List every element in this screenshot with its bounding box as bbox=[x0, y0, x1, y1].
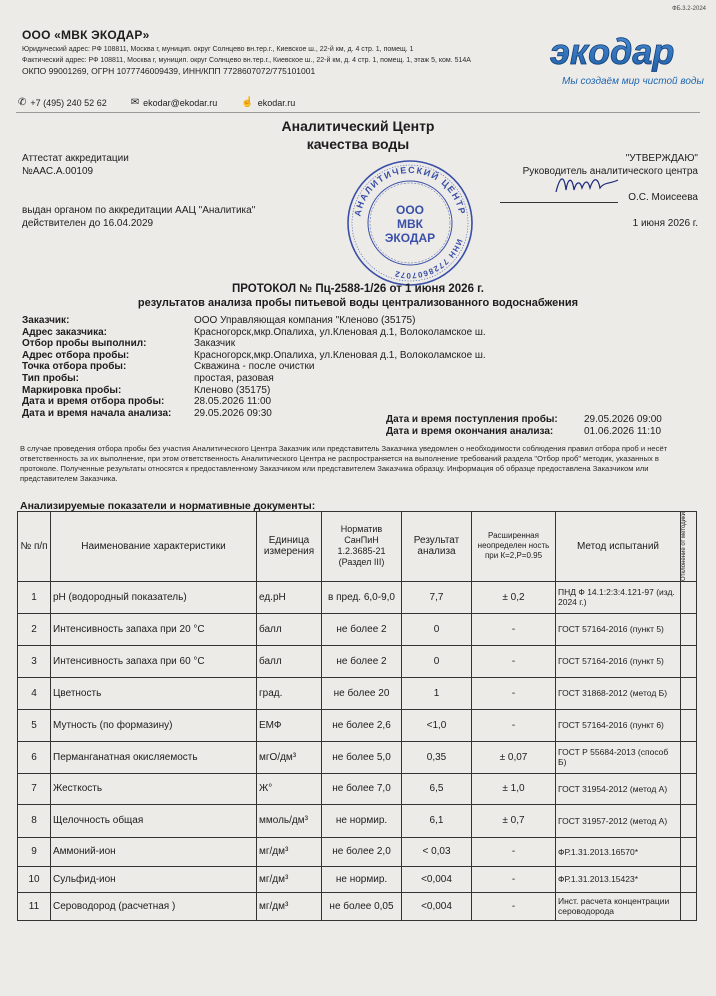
cell-num: 7 bbox=[18, 773, 51, 804]
cell-uncertainty: - bbox=[472, 892, 556, 920]
document-code: ФБ.3.2-2024 bbox=[672, 6, 706, 12]
table-row bbox=[18, 645, 697, 677]
results-table bbox=[17, 511, 697, 921]
info-value: ООО Управляющая компания "Кленово (35175) bbox=[194, 315, 416, 326]
ekodar-logo bbox=[546, 30, 706, 92]
cell-uncertainty: ± 1,0 bbox=[472, 773, 556, 804]
col-name: Наименование характеристики bbox=[51, 512, 257, 582]
cell-num: 3 bbox=[18, 645, 51, 677]
info-row bbox=[20, 338, 488, 350]
cell-name: Интенсивность запаха при 20 °С bbox=[51, 613, 257, 645]
legal-address: Юридический адрес: РФ 108811, Москва г, муницип. округ Солнцево вн.тер.г., Киевское ш., 22-й км, д. 4 стр. 1, помещ. 1 bbox=[22, 46, 414, 53]
cell-method: ГОСТ 57164-2016 (пункт 5) bbox=[556, 645, 681, 677]
logo-mark bbox=[546, 30, 706, 92]
company-name: ООО «МВК ЭКОДАР» bbox=[22, 28, 150, 42]
approval-date: 1 июня 2026 г. bbox=[632, 218, 698, 229]
cell-method: ГОСТ 31868-2012 (метод Б) bbox=[556, 677, 681, 709]
sample-info-table bbox=[20, 315, 488, 419]
info-row bbox=[20, 396, 488, 408]
cell-norm: не нормир. bbox=[322, 866, 402, 892]
cell-unit: ед.pH bbox=[257, 581, 322, 613]
cell-unit: мгО/дм³ bbox=[257, 741, 322, 773]
col-uncertainty: Расширенная неопределен ность при К=2,Р=0.95 bbox=[472, 512, 556, 582]
cell-result: 0 bbox=[402, 613, 472, 645]
website-contact bbox=[241, 97, 295, 108]
cell-num: 9 bbox=[18, 837, 51, 866]
info-label: Адрес отбора пробы: bbox=[22, 349, 130, 361]
info-value: 28.05.2026 11:00 bbox=[194, 396, 272, 408]
cell-norm: в пред. 6,0-9,0 bbox=[322, 581, 402, 613]
email-icon: ✉ bbox=[130, 97, 140, 108]
results-header-row bbox=[18, 512, 697, 582]
cell-result: <0,004 bbox=[402, 866, 472, 892]
accreditation-validity: действителен до 16.04.2029 bbox=[22, 218, 154, 229]
info-label: Заказчик: bbox=[22, 315, 70, 326]
info-value: Красногорск,мкр.Опалиха, ул.Кленовая д.1, Волоколамское ш. bbox=[194, 326, 486, 338]
info-label: Адрес заказчика: bbox=[22, 326, 107, 338]
cell-norm: не более 20 bbox=[322, 677, 402, 709]
cell-norm: не нормир. bbox=[322, 804, 402, 837]
seal-graphic bbox=[345, 158, 475, 288]
cell-method: ГОСТ 57164-2016 (пункт 6) bbox=[556, 709, 681, 741]
section-title: Анализируемые показатели и нормативные документы: bbox=[20, 500, 316, 512]
cell-norm: не более 5,0 bbox=[322, 741, 402, 773]
cell-result: 6,1 bbox=[402, 804, 472, 837]
phone-contact bbox=[18, 97, 107, 108]
receipt-date bbox=[386, 414, 662, 426]
cell-result: 0,35 bbox=[402, 741, 472, 773]
cell-name: Щелочность общая bbox=[51, 804, 257, 837]
phone-icon: ✆ bbox=[18, 97, 27, 108]
info-value: Скважина - после очистки bbox=[194, 361, 315, 373]
cell-name: Интенсивность запаха при 60 °С bbox=[51, 645, 257, 677]
cell-method: ПНД Ф 14.1:2:3:4.121-97 (изд. 2024 г.) bbox=[556, 581, 681, 613]
actual-address: Фактический адрес: РФ 108811, Москва г, муницип. округ Солнцево вн.тер.г., Киевское ш., 22-й км, д. 4 стр. 1, помещ. 1, этаж 5, ком. 514А bbox=[22, 57, 471, 64]
table-row bbox=[18, 866, 697, 892]
table-row bbox=[18, 892, 697, 920]
contacts-bar bbox=[18, 97, 295, 108]
cell-uncertainty: ± 0,07 bbox=[472, 741, 556, 773]
analysis-end-label: Дата и время окончания анализа: bbox=[386, 426, 554, 437]
info-label: Точка отбора пробы: bbox=[22, 361, 127, 373]
info-value: Кленово (35175) bbox=[194, 384, 271, 396]
cell-deviation bbox=[681, 709, 697, 741]
cell-unit: мг/дм³ bbox=[257, 837, 322, 866]
cell-uncertainty: ± 0,2 bbox=[472, 581, 556, 613]
cell-uncertainty: - bbox=[472, 677, 556, 709]
cell-deviation bbox=[681, 645, 697, 677]
cell-method: ГОСТ 31957-2012 (метод А) bbox=[556, 804, 681, 837]
cell-norm: не более 7,0 bbox=[322, 773, 402, 804]
cell-method: Инст. расчета концентрации сероводорода bbox=[556, 892, 681, 920]
col-unit: Единица измерения bbox=[257, 512, 322, 582]
cursor-icon: ☝ bbox=[241, 97, 254, 108]
seal-line1: ООО bbox=[395, 203, 425, 217]
cell-uncertainty: - bbox=[472, 613, 556, 645]
cell-num: 4 bbox=[18, 677, 51, 709]
col-deviation-label: Отклонение от методики bbox=[681, 512, 687, 581]
table-row bbox=[18, 804, 697, 837]
company-seal bbox=[345, 158, 475, 288]
accreditation-label: Аттестат аккредитации bbox=[22, 153, 129, 164]
cell-unit: мг/дм³ bbox=[257, 892, 322, 920]
logo-slogan: Мы создаём мир чистой воды bbox=[562, 76, 704, 87]
cell-method: ФР.1.31.2013.16570* bbox=[556, 837, 681, 866]
col-result: Результат анализа bbox=[402, 512, 472, 582]
analysis-end-date bbox=[386, 426, 662, 438]
cell-deviation bbox=[681, 741, 697, 773]
col-deviation bbox=[681, 512, 697, 582]
cell-deviation bbox=[681, 613, 697, 645]
table-row bbox=[18, 709, 697, 741]
cell-uncertainty: - bbox=[472, 837, 556, 866]
cell-unit: Ж° bbox=[257, 773, 322, 804]
approver-position: Руководитель аналитического центра bbox=[522, 166, 698, 177]
info-label: Отбор пробы выполнил: bbox=[22, 338, 147, 350]
info-row bbox=[20, 385, 488, 397]
info-row bbox=[20, 361, 488, 373]
cell-result: < 0,03 bbox=[402, 837, 472, 866]
cell-unit: ммоль/дм³ bbox=[257, 804, 322, 837]
center-title-line1: Аналитический Центр bbox=[281, 118, 435, 134]
cell-norm: не более 2 bbox=[322, 613, 402, 645]
seal-line2: МВК bbox=[397, 217, 423, 231]
cell-name: Перманганатная окисляемость bbox=[51, 741, 257, 773]
phone-number: +7 (495) 240 52 62 bbox=[30, 97, 107, 108]
col-norm: Норматив СанПиН 1.2.3685-21 (Раздел III) bbox=[322, 512, 402, 582]
info-row bbox=[20, 327, 488, 339]
cell-deviation bbox=[681, 804, 697, 837]
seal-ring-text: АНАЛИТИЧЕСКИЙ ЦЕНТР bbox=[352, 164, 468, 218]
cell-method: ФР.1.31.2013.15423* bbox=[556, 866, 681, 892]
info-label: Дата и время отбора пробы: bbox=[22, 396, 165, 408]
accreditation-number: №ААС.А.00109 bbox=[22, 166, 94, 177]
seal-inn: ИНН 7728607072 bbox=[393, 237, 465, 281]
cell-result: 1 bbox=[402, 677, 472, 709]
website-url: ekodar.ru bbox=[257, 97, 296, 108]
cell-deviation bbox=[681, 677, 697, 709]
col-num: № п/п bbox=[18, 512, 51, 582]
cell-deviation bbox=[681, 581, 697, 613]
cell-deviation bbox=[681, 837, 697, 866]
cell-name: Сероводород (расчетная ) bbox=[51, 892, 257, 920]
cell-deviation bbox=[681, 773, 697, 804]
cell-result: <1,0 bbox=[402, 709, 472, 741]
cell-norm: не более 0,05 bbox=[322, 892, 402, 920]
header-divider bbox=[16, 112, 700, 113]
cell-uncertainty: - bbox=[472, 709, 556, 741]
info-value: Заказчик bbox=[194, 338, 236, 350]
cell-method: ГОСТ 57164-2016 (пункт 5) bbox=[556, 613, 681, 645]
disclaimer-note: В случае проведения отбора пробы без участия Аналитического Центра Заказчик или представитель Заказчика уведомлен о необходимости соблюдения правил отбора проб и несёт ответственность за их выполнение, при этом ответственность Аналитического Центра не распространяется на выполнение требований раздела "Отбор проб" методик, указанных в протоколе. Полученные результаты относятся к предоставленному Заказчиком или представителем Заказчика образцу. Информация об образце предоставлена Заказчиком или представителем Заказчика. bbox=[20, 444, 668, 483]
approval-stamp-text: "УТВЕРЖДАЮ" bbox=[625, 153, 698, 164]
approver-name: О.С. Моисеева bbox=[628, 192, 698, 203]
cell-result: 7,7 bbox=[402, 581, 472, 613]
cell-num: 10 bbox=[18, 866, 51, 892]
table-row bbox=[18, 837, 697, 866]
cell-num: 2 bbox=[18, 613, 51, 645]
cell-name: Мутность (по формазину) bbox=[51, 709, 257, 741]
cell-num: 5 bbox=[18, 709, 51, 741]
company-registration: ОКПО 99001269, ОГРН 1077746009439, ИНН/КПП 7728607072/775101001 bbox=[22, 66, 316, 76]
receipt-date-value: 29.05.2026 09:00 bbox=[584, 414, 662, 425]
table-row bbox=[18, 677, 697, 709]
signature-line bbox=[500, 202, 618, 203]
cell-name: Жесткость bbox=[51, 773, 257, 804]
col-method: Метод испытаний bbox=[556, 512, 681, 582]
cell-result: 6,5 bbox=[402, 773, 472, 804]
cell-unit: мг/дм³ bbox=[257, 866, 322, 892]
table-row bbox=[18, 613, 697, 645]
cell-name: Цветность bbox=[51, 677, 257, 709]
info-label: Маркировка пробы: bbox=[22, 384, 122, 396]
cell-result: 0 bbox=[402, 645, 472, 677]
table-row bbox=[18, 581, 697, 613]
info-row bbox=[20, 315, 488, 327]
cell-uncertainty: - bbox=[472, 645, 556, 677]
cell-unit: балл bbox=[257, 645, 322, 677]
cell-uncertainty: - bbox=[472, 866, 556, 892]
cell-num: 1 bbox=[18, 581, 51, 613]
email-address: ekodar@ekodar.ru bbox=[143, 97, 218, 108]
seal-line3: ЭКОДАР bbox=[384, 231, 436, 245]
info-value: Красногорск,мкр.Опалиха, ул.Кленовая д.1, Волоколамское ш. bbox=[194, 349, 486, 361]
cell-name: pH (водородный показатель) bbox=[51, 581, 257, 613]
cell-method: ГОСТ Р 55684-2013 (способ Б) bbox=[556, 741, 681, 773]
cell-unit: ЕМФ bbox=[257, 709, 322, 741]
center-title-line2: качества воды bbox=[306, 136, 410, 152]
protocol-subtitle: результатов анализа пробы питьевой воды централизованного водоснабжения bbox=[137, 297, 579, 309]
cell-name: Аммоний-ион bbox=[51, 837, 257, 866]
cell-deviation bbox=[681, 866, 697, 892]
info-label: Дата и время начала анализа: bbox=[22, 407, 172, 419]
info-row bbox=[20, 373, 488, 385]
email-contact bbox=[131, 97, 218, 108]
cell-method: ГОСТ 31954-2012 (метод А) bbox=[556, 773, 681, 804]
cell-num: 11 bbox=[18, 892, 51, 920]
cell-num: 6 bbox=[18, 741, 51, 773]
logo-text: экодар bbox=[550, 31, 675, 72]
cell-result: <0,004 bbox=[402, 892, 472, 920]
info-value: простая, разовая bbox=[194, 372, 274, 384]
cell-norm: не более 2,6 bbox=[322, 709, 402, 741]
info-label: Тип пробы: bbox=[22, 372, 79, 384]
accreditation-issuer: выдан органом по аккредитации ААЦ "Аналитика" bbox=[22, 205, 256, 216]
cell-norm: не более 2,0 bbox=[322, 837, 402, 866]
table-row bbox=[18, 741, 697, 773]
cell-unit: град. bbox=[257, 677, 322, 709]
table-row bbox=[18, 773, 697, 804]
cell-name: Сульфид-ион bbox=[51, 866, 257, 892]
company-addresses bbox=[22, 44, 471, 66]
cell-uncertainty: ± 0,7 bbox=[472, 804, 556, 837]
cell-deviation bbox=[681, 892, 697, 920]
signature-graphic bbox=[552, 170, 622, 198]
cell-norm: не более 2 bbox=[322, 645, 402, 677]
cell-unit: балл bbox=[257, 613, 322, 645]
info-value: 29.05.2026 09:30 bbox=[194, 407, 272, 419]
signature bbox=[552, 170, 622, 198]
analysis-end-value: 01.06.2026 11:10 bbox=[584, 426, 662, 437]
protocol-title: ПРОТОКОЛ № Пц-2588-1/26 от 1 июня 2026 г. bbox=[231, 283, 485, 295]
receipt-date-label: Дата и время поступления пробы: bbox=[386, 414, 558, 425]
cell-num: 8 bbox=[18, 804, 51, 837]
info-row bbox=[20, 350, 488, 362]
